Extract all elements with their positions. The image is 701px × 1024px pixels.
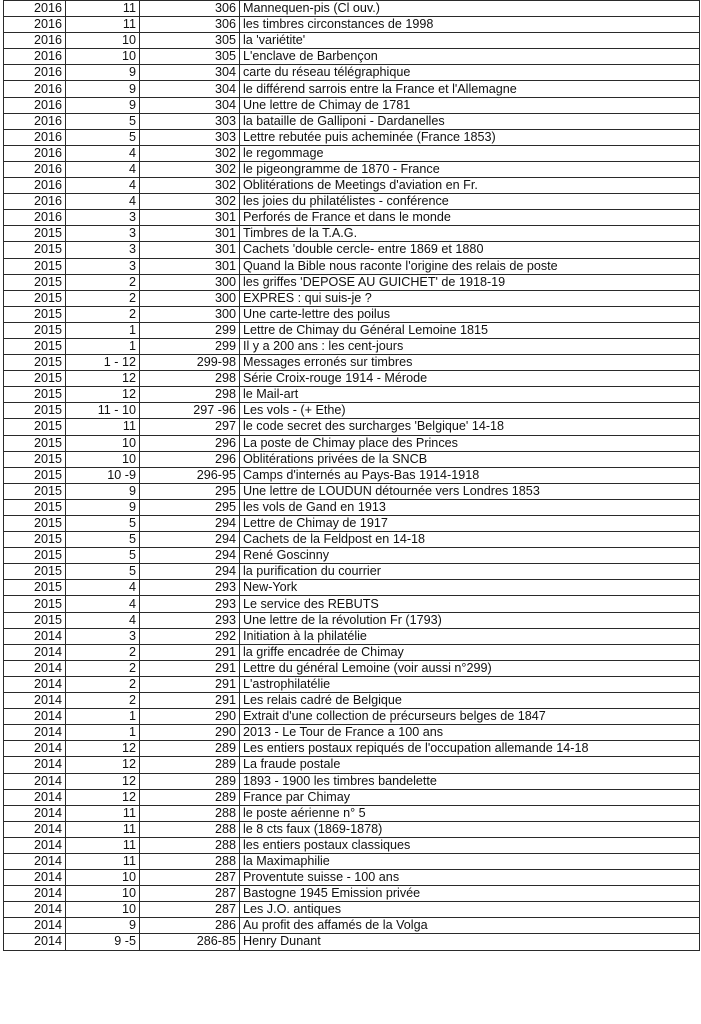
issue-cell: 296 [140,435,240,451]
table-row [4,17,700,33]
issue-cell: 298 [140,371,240,387]
number-cell: 3 [66,226,140,242]
table-row [4,338,700,354]
title-cell: 1893 - 1900 les timbres bandelette [240,773,700,789]
issue-cell: 299-98 [140,355,240,371]
table-row [4,580,700,596]
year-cell: 2014 [4,934,66,950]
title-cell: Mannequen-pis (Cl ouv.) [240,1,700,17]
table-row [4,306,700,322]
title-cell: Timbres de la T.A.G. [240,226,700,242]
number-cell: 9 [66,918,140,934]
number-cell: 2 [66,693,140,709]
table-row [4,725,700,741]
issue-cell: 286-85 [140,934,240,950]
year-cell: 2016 [4,1,66,17]
year-cell: 2015 [4,306,66,322]
table-row [4,145,700,161]
year-cell: 2015 [4,419,66,435]
title-cell: les entiers postaux classiques [240,837,700,853]
year-cell: 2016 [4,81,66,97]
issue-cell: 288 [140,837,240,853]
title-cell: le regommage [240,145,700,161]
year-cell: 2014 [4,886,66,902]
table-row [4,242,700,258]
year-cell: 2015 [4,451,66,467]
number-cell: 1 [66,725,140,741]
issue-cell: 293 [140,612,240,628]
number-cell: 5 [66,113,140,129]
year-cell: 2015 [4,290,66,306]
title-cell: Lettre de Chimay du Général Lemoine 1815 [240,322,700,338]
issue-cell: 291 [140,644,240,660]
issue-cell: 305 [140,33,240,49]
issue-cell: 301 [140,210,240,226]
number-cell: 12 [66,789,140,805]
issue-cell: 297 [140,419,240,435]
year-cell: 2016 [4,49,66,65]
number-cell: 3 [66,242,140,258]
year-cell: 2014 [4,676,66,692]
number-cell: 9 [66,483,140,499]
title-cell: Perforés de France et dans le monde [240,210,700,226]
year-cell: 2015 [4,516,66,532]
table-row [4,226,700,242]
title-cell: Oblitérations privées de la SNCB [240,451,700,467]
table-row [4,596,700,612]
issue-cell: 293 [140,596,240,612]
year-cell: 2015 [4,532,66,548]
year-cell: 2016 [4,145,66,161]
issue-cell: 286 [140,918,240,934]
table-row [4,693,700,709]
table-row [4,387,700,403]
issue-cell: 294 [140,532,240,548]
number-cell: 4 [66,596,140,612]
year-cell: 2014 [4,757,66,773]
number-cell: 3 [66,258,140,274]
title-cell: le Mail-art [240,387,700,403]
issue-cell: 304 [140,97,240,113]
year-cell: 2015 [4,355,66,371]
issue-cell: 294 [140,564,240,580]
table-row [4,644,700,660]
title-cell: L'astrophilatélie [240,676,700,692]
issue-cell: 294 [140,516,240,532]
issue-cell: 288 [140,821,240,837]
table-row [4,870,700,886]
number-cell: 1 [66,322,140,338]
issue-cell: 291 [140,676,240,692]
issue-cell: 294 [140,548,240,564]
year-cell: 2014 [4,853,66,869]
title-cell: le pigeongramme de 1870 - France [240,161,700,177]
issue-cell: 306 [140,17,240,33]
issue-cell: 289 [140,741,240,757]
issue-cell: 302 [140,194,240,210]
table-row [4,322,700,338]
issue-cell: 304 [140,65,240,81]
number-cell: 5 [66,532,140,548]
number-cell: 9 [66,81,140,97]
number-cell: 11 [66,1,140,17]
title-cell: New-York [240,580,700,596]
title-cell: le code secret des surcharges 'Belgique' 14-18 [240,419,700,435]
year-cell: 2016 [4,129,66,145]
table-row [4,805,700,821]
title-cell: 2013 - Le Tour de France a 100 ans [240,725,700,741]
year-cell: 2015 [4,596,66,612]
year-cell: 2015 [4,371,66,387]
table-row [4,499,700,515]
table-row [4,676,700,692]
table-row [4,403,700,419]
year-cell: 2015 [4,483,66,499]
issue-cell: 289 [140,757,240,773]
year-cell: 2014 [4,660,66,676]
number-cell: 2 [66,306,140,322]
issue-cell: 300 [140,306,240,322]
number-cell: 12 [66,371,140,387]
title-cell: la 'variétite' [240,33,700,49]
year-cell: 2015 [4,548,66,564]
table-row [4,210,700,226]
year-cell: 2016 [4,161,66,177]
year-cell: 2014 [4,709,66,725]
title-cell: Une lettre de Chimay de 1781 [240,97,700,113]
year-cell: 2014 [4,693,66,709]
title-cell: Oblitérations de Meetings d'aviation en Fr. [240,178,700,194]
year-cell: 2015 [4,435,66,451]
title-cell: le poste aérienne n° 5 [240,805,700,821]
number-cell: 1 [66,709,140,725]
issue-cell: 295 [140,499,240,515]
table-row [4,837,700,853]
year-cell: 2014 [4,628,66,644]
table-row [4,178,700,194]
number-cell: 12 [66,773,140,789]
year-cell: 2016 [4,210,66,226]
issue-cell: 287 [140,902,240,918]
issue-cell: 301 [140,258,240,274]
table-row [4,161,700,177]
number-cell: 4 [66,194,140,210]
table-row [4,258,700,274]
title-cell: Les J.O. antiques [240,902,700,918]
year-cell: 2014 [4,870,66,886]
table-row [4,628,700,644]
title-cell: les timbres circonstances de 1998 [240,17,700,33]
title-cell: Initiation à la philatélie [240,628,700,644]
articles-table [3,0,700,951]
table-row [4,467,700,483]
table-row [4,612,700,628]
table-row [4,902,700,918]
number-cell: 11 [66,853,140,869]
title-cell: Une lettre de LOUDUN détournée vers Londres 1853 [240,483,700,499]
number-cell: 11 [66,821,140,837]
year-cell: 2015 [4,274,66,290]
title-cell: Au profit des affamés de la Volga [240,918,700,934]
table-row [4,532,700,548]
year-cell: 2015 [4,467,66,483]
table-row [4,435,700,451]
title-cell: Lettre du général Lemoine (voir aussi n°299) [240,660,700,676]
table-row [4,709,700,725]
year-cell: 2014 [4,741,66,757]
year-cell: 2015 [4,580,66,596]
issue-cell: 301 [140,242,240,258]
year-cell: 2015 [4,226,66,242]
title-cell: Les entiers postaux repiqués de l'occupation allemande 14-18 [240,741,700,757]
number-cell: 10 [66,49,140,65]
title-cell: Cachets 'double cercle- entre 1869 et 1880 [240,242,700,258]
issue-cell: 292 [140,628,240,644]
table-row [4,451,700,467]
table-row [4,290,700,306]
table-body [4,1,700,951]
title-cell: la Maximaphilie [240,853,700,869]
number-cell: 4 [66,145,140,161]
title-cell: Camps d'internés au Pays-Bas 1914-1918 [240,467,700,483]
year-cell: 2015 [4,387,66,403]
title-cell: Cachets de la Feldpost en 14-18 [240,532,700,548]
title-cell: la griffe encadrée de Chimay [240,644,700,660]
number-cell: 3 [66,210,140,226]
issue-cell: 302 [140,145,240,161]
number-cell: 10 [66,451,140,467]
issue-cell: 298 [140,387,240,403]
issue-cell: 299 [140,338,240,354]
year-cell: 2014 [4,918,66,934]
issue-cell: 291 [140,693,240,709]
year-cell: 2015 [4,612,66,628]
issue-cell: 305 [140,49,240,65]
issue-cell: 287 [140,870,240,886]
number-cell: 4 [66,612,140,628]
issue-cell: 300 [140,274,240,290]
year-cell: 2015 [4,258,66,274]
table-row [4,33,700,49]
title-cell: Série Croix-rouge 1914 - Mérode [240,371,700,387]
title-cell: L'enclave de Barbençon [240,49,700,65]
year-cell: 2014 [4,837,66,853]
issue-cell: 295 [140,483,240,499]
table-row [4,821,700,837]
number-cell: 11 [66,17,140,33]
table-row [4,49,700,65]
title-cell: le différend sarrois entre la France et l'Allemagne [240,81,700,97]
table-row [4,113,700,129]
title-cell: René Goscinny [240,548,700,564]
issue-cell: 302 [140,161,240,177]
number-cell: 1 [66,338,140,354]
title-cell: la purification du courrier [240,564,700,580]
title-cell: Le service des REBUTS [240,596,700,612]
issue-cell: 287 [140,886,240,902]
table-row [4,757,700,773]
title-cell: les joies du philatélistes - conférence [240,194,700,210]
title-cell: Les relais cadré de Belgique [240,693,700,709]
title-cell: La poste de Chimay place des Princes [240,435,700,451]
title-cell: les vols de Gand en 1913 [240,499,700,515]
year-cell: 2014 [4,789,66,805]
issue-cell: 303 [140,113,240,129]
number-cell: 11 [66,419,140,435]
table-row [4,419,700,435]
title-cell: Quand la Bible nous raconte l'origine des relais de poste [240,258,700,274]
issue-cell: 302 [140,178,240,194]
table-row [4,773,700,789]
title-cell: carte du réseau télégraphique [240,65,700,81]
issue-cell: 288 [140,853,240,869]
year-cell: 2015 [4,242,66,258]
number-cell: 11 [66,805,140,821]
number-cell: 5 [66,516,140,532]
number-cell: 3 [66,628,140,644]
title-cell: Lettre de Chimay de 1917 [240,516,700,532]
table-row [4,274,700,290]
number-cell: 10 [66,435,140,451]
title-cell: les griffes 'DEPOSE AU GUICHET' de 1918-19 [240,274,700,290]
number-cell: 2 [66,290,140,306]
number-cell: 5 [66,129,140,145]
table-row [4,934,700,950]
issue-cell: 296-95 [140,467,240,483]
number-cell: 10 [66,886,140,902]
number-cell: 2 [66,644,140,660]
table-row [4,564,700,580]
number-cell: 10 [66,870,140,886]
issue-cell: 303 [140,129,240,145]
table-row [4,886,700,902]
year-cell: 2014 [4,773,66,789]
title-cell: Une carte-lettre des poilus [240,306,700,322]
number-cell: 12 [66,757,140,773]
number-cell: 5 [66,564,140,580]
table-row [4,371,700,387]
issue-cell: 304 [140,81,240,97]
issue-cell: 306 [140,1,240,17]
issue-cell: 296 [140,451,240,467]
number-cell: 9 [66,97,140,113]
year-cell: 2015 [4,499,66,515]
title-cell: Il y a 200 ans : les cent-jours [240,338,700,354]
number-cell: 2 [66,660,140,676]
year-cell: 2016 [4,194,66,210]
number-cell: 12 [66,387,140,403]
title-cell: Henry Dunant [240,934,700,950]
number-cell: 10 -9 [66,467,140,483]
year-cell: 2015 [4,564,66,580]
year-cell: 2016 [4,17,66,33]
number-cell: 11 - 10 [66,403,140,419]
title-cell: le 8 cts faux (1869-1878) [240,821,700,837]
issue-cell: 290 [140,709,240,725]
number-cell: 9 -5 [66,934,140,950]
year-cell: 2014 [4,902,66,918]
table-row [4,97,700,113]
table-row [4,1,700,17]
table-row [4,660,700,676]
issue-cell: 291 [140,660,240,676]
year-cell: 2016 [4,97,66,113]
table-row [4,548,700,564]
table-row [4,516,700,532]
year-cell: 2015 [4,403,66,419]
title-cell: Proventute suisse - 100 ans [240,870,700,886]
table-row [4,194,700,210]
table-row [4,483,700,499]
number-cell: 5 [66,548,140,564]
year-cell: 2014 [4,805,66,821]
issue-cell: 299 [140,322,240,338]
number-cell: 2 [66,676,140,692]
year-cell: 2014 [4,725,66,741]
number-cell: 12 [66,741,140,757]
title-cell: Les vols - (+ Ethe) [240,403,700,419]
number-cell: 10 [66,33,140,49]
issue-cell: 300 [140,290,240,306]
year-cell: 2016 [4,113,66,129]
table-row [4,355,700,371]
number-cell: 4 [66,178,140,194]
number-cell: 4 [66,161,140,177]
number-cell: 11 [66,837,140,853]
title-cell: Extrait d'une collection de précurseurs belges de 1847 [240,709,700,725]
table-row [4,65,700,81]
year-cell: 2016 [4,33,66,49]
issue-cell: 289 [140,789,240,805]
issue-cell: 293 [140,580,240,596]
number-cell: 2 [66,274,140,290]
year-cell: 2016 [4,178,66,194]
title-cell: la bataille de Galliponi - Dardanelles [240,113,700,129]
number-cell: 4 [66,580,140,596]
title-cell: Bastogne 1945 Emission privée [240,886,700,902]
year-cell: 2014 [4,644,66,660]
table-row [4,853,700,869]
issue-cell: 301 [140,226,240,242]
year-cell: 2015 [4,322,66,338]
number-cell: 1 - 12 [66,355,140,371]
title-cell: EXPRES : qui suis-je ? [240,290,700,306]
number-cell: 10 [66,902,140,918]
issue-cell: 288 [140,805,240,821]
title-cell: Lettre rebutée puis acheminée (France 1853) [240,129,700,145]
issue-cell: 297 -96 [140,403,240,419]
issue-cell: 290 [140,725,240,741]
title-cell: Une lettre de la révolution Fr (1793) [240,612,700,628]
table-row [4,918,700,934]
year-cell: 2014 [4,821,66,837]
table-row [4,129,700,145]
table-row [4,81,700,97]
table-row [4,789,700,805]
issue-cell: 289 [140,773,240,789]
title-cell: La fraude postale [240,757,700,773]
number-cell: 9 [66,499,140,515]
year-cell: 2016 [4,65,66,81]
title-cell: France par Chimay [240,789,700,805]
number-cell: 9 [66,65,140,81]
title-cell: Messages erronés sur timbres [240,355,700,371]
table-row [4,741,700,757]
year-cell: 2015 [4,338,66,354]
